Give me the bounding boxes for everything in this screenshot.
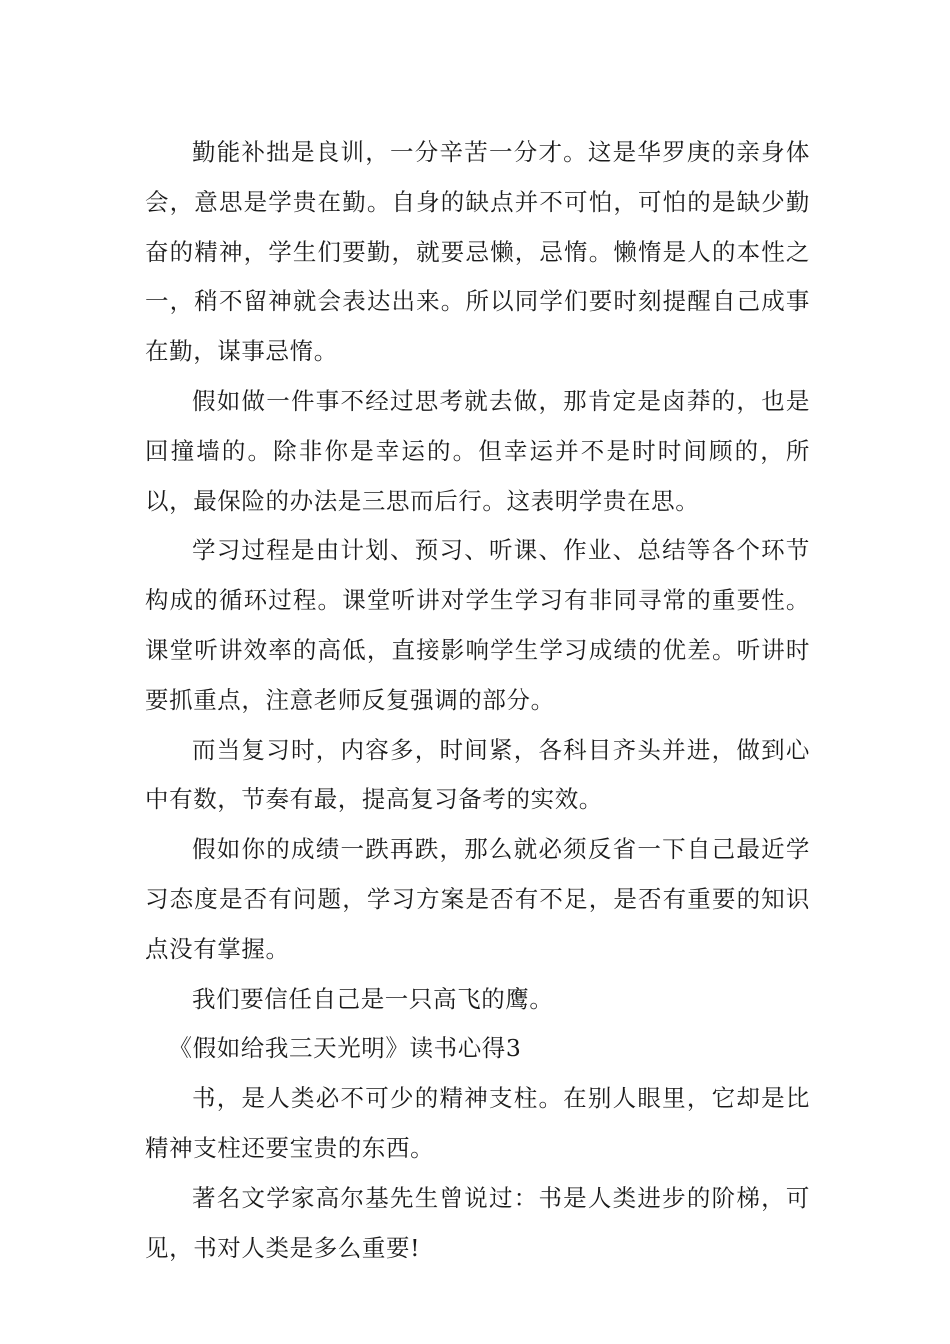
paragraph: 勤能补拙是良训，一分辛苦一分才。这是华罗庚的亲身体会，意思是学贵在勤。自身的缺点并不可怕，可怕的是缺少勤奋的精神，学生们要勤，就要忌懒，忌惰。懒惰是人的本性之一，稍不留神就会表达出来。所以同学们要时刻提醒自己成事在勤，谋事忌惰。 [145, 138, 810, 366]
paragraph: 学习过程是由计划、预习、听课、作业、总结等各个环节构成的循环过程。课堂听讲对学生学习有非同寻常的重要性。课堂听讲效率的高低，直接影响学生学习成绩的优差。听讲时要抓重点，注意老师反复强调的部分。 [145, 536, 810, 714]
paragraph: 著名文学家高尔基先生曾说过：书是人类进步的阶梯，可见，书对人类是多么重要! [145, 1183, 810, 1262]
paragraph: 假如做一件事不经过思考就去做，那肯定是卤莽的，也是回撞墙的。除非你是幸运的。但幸运并不是时时间顾的，所以，最保险的办法是三思而后行。这表明学贵在思。 [145, 386, 810, 515]
paragraph: 而当复习时，内容多，时间紧，各科目齐头并进，做到心中有数，节奏有最，提高复习备考的实效。 [145, 735, 810, 814]
paragraph: 假如你的成绩一跌再跌，那么就必须反省一下自己最近学习态度是否有问题，学习方案是否有不足，是否有重要的知识点没有掌握。 [145, 835, 810, 963]
document-body [145, 128, 810, 1273]
paragraph: 我们要信任自己是一只高飞的鹰。 [192, 984, 554, 1013]
paragraph: 书，是人类必不可少的精神支柱。在别人眼里，它却是比精神支柱还要宝贵的东西。 [145, 1084, 810, 1162]
section-heading: 《假如给我三天光明》读书心得3 [168, 1034, 522, 1063]
